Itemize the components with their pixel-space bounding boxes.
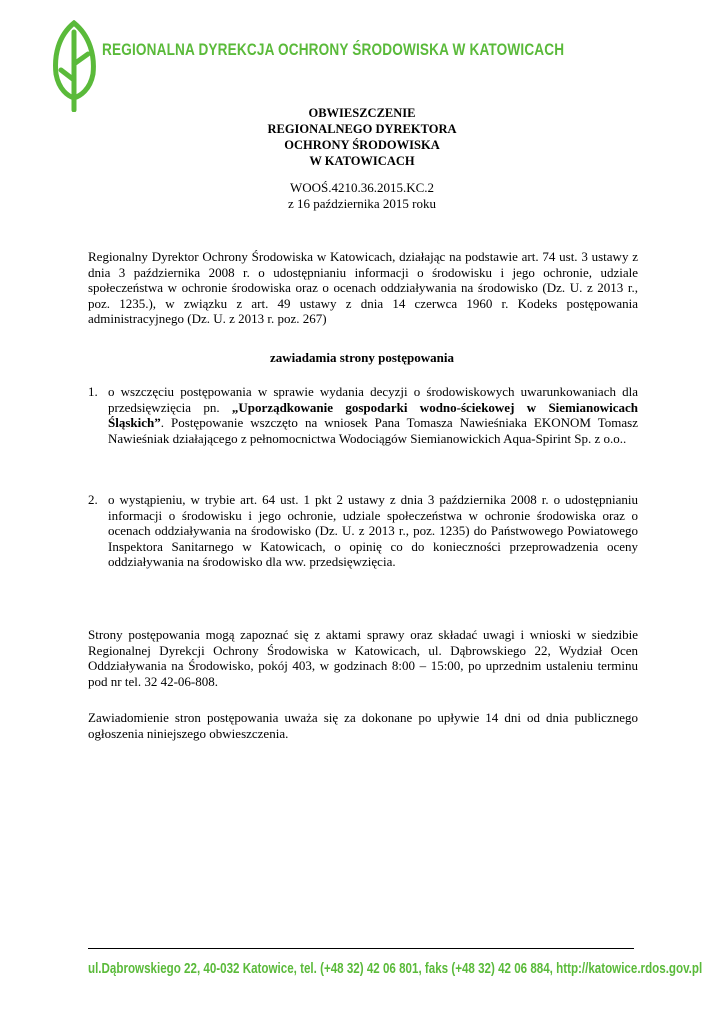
project-name: „Uporządkowanie gospodarki wodno-ściekowej w Siemianowicach Śląskich” <box>108 399 638 430</box>
list-text-start: o wszczęciu postępowania w sprawie wydania decyzji o środowiskowych uwarunkowaniach dla przedsięwzięcia pn. <box>108 384 638 415</box>
title-line: REGIONALNEGO DYREKTORA <box>267 122 457 136</box>
reference-block <box>0 180 724 212</box>
notice-heading: zawiadamia strony postępowania <box>270 350 454 365</box>
list-item <box>88 492 638 570</box>
title-line: OCHRONY ŚRODOWISKA <box>284 138 440 152</box>
list-number: 1. <box>88 384 98 399</box>
footer-divider <box>88 948 634 949</box>
list-text-end: . Postępowanie wszczęto na wniosek Pana Tomasza Nawieśniaka EKONOM Tomasz Nawieśniak działającego z pełnomocnictwa Wodociągów Siemianowickich Aqua-Spirint Sp. z o.o.. <box>108 415 638 446</box>
list-item <box>88 384 638 446</box>
access-paragraph: Strony postępowania mogą zapoznać się z aktami sprawy oraz składać uwagi i wnioski w siedzibie Regionalnej Dyrekcji Ochrony Środowiska w Katowicach, ul. Dąbrowskiego 22, Wydział Ocen Oddziaływania na Środowisko, pokój 403, w godzinach 8:00 – 15:00, po uprzednim ustaleniu terminu pod nr tel. 32 42-06-808. <box>88 627 638 689</box>
organization-name: REGIONALNA DYREKCJA OCHRONY ŚRODOWISKA W KATOWICACH <box>102 40 565 59</box>
footer-contact: ul.Dąbrowskiego 22, 40-032 Katowice, tel. (+48 32) 42 06 801, faks (+48 32) 42 06 884, http://katowice.rdos.gov.pl <box>88 961 703 977</box>
list-text <box>108 384 638 446</box>
reference-number: WOOŚ.4210.36.2015.KC.2 <box>289 180 435 195</box>
title-line: W KATOWICACH <box>309 154 415 168</box>
reference-date: z 16 października 2015 roku <box>287 196 436 211</box>
list-number: 2. <box>88 492 98 507</box>
leaf-icon <box>52 20 98 112</box>
list-text: o wystąpieniu, w trybie art. 64 ust. 1 pkt 2 ustawy z dnia 3 października 2008 r. o udostępnianiu informacji o środowisku i jego ochronie, udziale społeczeństwa w ochronie środowiska oraz o ocenach oddziaływania na środowisko (Dz. U. z 2013 r., poz. 1235) do Państwowego Powiatowego Inspektora Sanitarnego w Katowicach, o opinię co do konieczności przeprowadzenia oceny oddziaływania na środowisko dla ww. przedsięwzięcia. <box>108 492 638 569</box>
intro-paragraph: Regionalny Dyrektor Ochrony Środowiska w Katowicach, działając na podstawie art. 74 ust. 3 ustawy z dnia 3 października 2008 r. o udostępnianiu informacji o środowisku i jego ochronie, udziale społeczeństwa w ochronie środowiska oraz o ocenach oddziaływania na środowisko (Dz. U. z 2013 r., poz. 1235.), w związku z art. 49 ustawy z dnia 14 czerwca 1960 r. Kodeks postępowania administracyjnego (Dz. U. z 2013 r. poz. 267) <box>88 249 638 326</box>
title-line: OBWIESZCZENIE <box>308 106 416 120</box>
document-title <box>0 105 724 169</box>
deadline-paragraph: Zawiadomienie stron postępowania uważa się za dokonane po upływie 14 dni od dnia publicznego ogłoszenia niniejszego obwieszczenia. <box>88 710 638 741</box>
